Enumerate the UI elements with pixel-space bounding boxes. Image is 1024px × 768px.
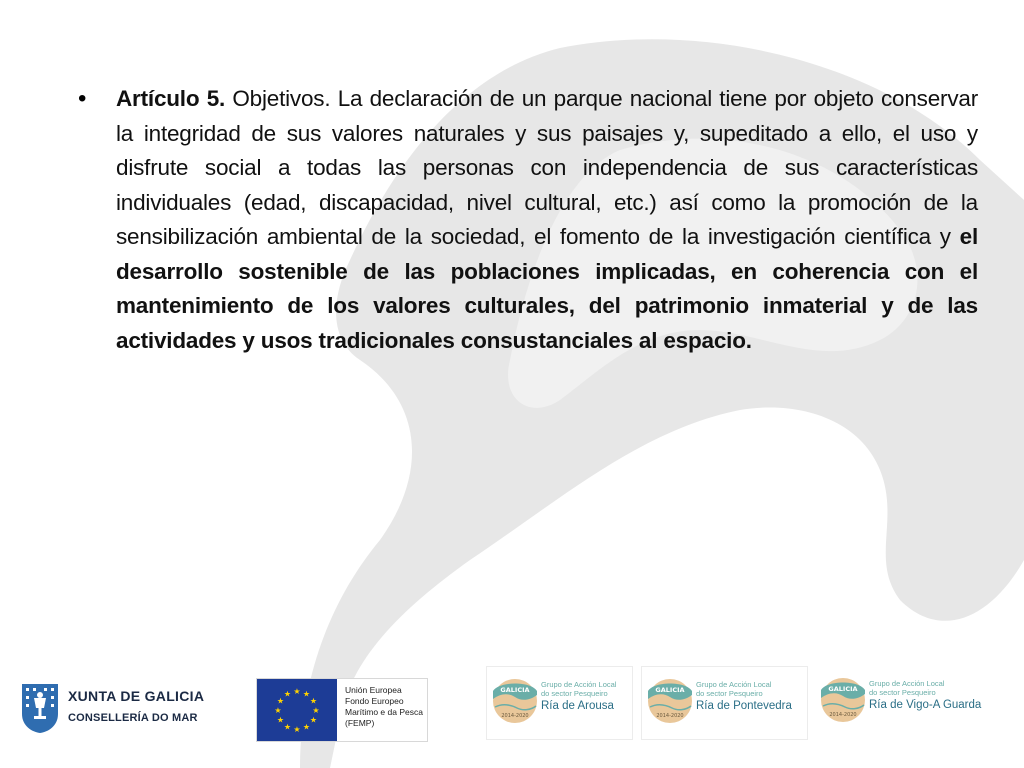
svg-text:★: ★ <box>293 725 301 734</box>
bullet-marker: • <box>78 85 87 112</box>
galicia-badge-text: GALICIA <box>828 685 858 693</box>
svg-text:★: ★ <box>276 696 285 706</box>
eu-line: Unión Europea <box>345 685 402 695</box>
galp-group-line: do sector Pesqueiro <box>696 688 763 698</box>
galicia-badge-icon <box>819 676 867 724</box>
svg-text:★: ★ <box>312 706 320 715</box>
xunta-subtitle: CONSELLERÍA DO MAR <box>68 712 198 724</box>
svg-text:★: ★ <box>302 689 311 699</box>
eu-text-block <box>345 685 423 729</box>
svg-text:★: ★ <box>293 687 301 696</box>
svg-text:★: ★ <box>309 715 318 725</box>
svg-text:★: ★ <box>302 722 311 732</box>
svg-text:★: ★ <box>276 715 285 725</box>
galicia-badge-years: 2014-2020 <box>829 712 857 718</box>
galp-group-line: Grupo de Acción Local <box>696 680 772 689</box>
galicia-badge-text: GALICIA <box>500 686 530 694</box>
galp-group-text <box>869 680 944 697</box>
galp-group-line: do sector Pesqueiro <box>869 687 936 697</box>
xunta-shield-icon <box>20 682 60 734</box>
eu-femp-logo <box>256 678 428 742</box>
galp-name: Ría de Vigo-A Guarda <box>869 699 982 711</box>
galicia-badge-text: GALICIA <box>655 686 685 694</box>
eu-line: Fondo Europeo <box>345 696 404 706</box>
galp-group-line: Grupo de Acción Local <box>869 679 945 688</box>
galicia-badge-years: 2014-2020 <box>501 713 529 719</box>
svg-text:★: ★ <box>283 689 292 699</box>
svg-text:★: ★ <box>283 722 292 732</box>
galp-group-line: Grupo de Acción Local <box>541 680 617 689</box>
bullet-item <box>78 82 978 358</box>
article-plain-text: Objetivos. La declaración de un parque nacional tiene por objeto conservar la integridad de sus valores naturales y sus paisajes y, supeditado a ello, el uso y disfrute social a todas las personas con independencia de sus características individuales (edad, discapacidad, nivel cultural, etc.) así como la promoción de la sensibilización ambiental de la sociedad, el fomento de la investigación científica y <box>116 86 978 249</box>
article-heading: Artículo 5. <box>116 86 226 111</box>
galp-arousa-logo <box>486 666 633 740</box>
galp-group-line: do sector Pesqueiro <box>541 688 608 698</box>
article-paragraph <box>116 82 978 358</box>
galp-pontevedra-logo <box>641 666 808 740</box>
footer-logos <box>0 660 1024 760</box>
article-bold-text: el desarrollo sostenible de las poblaciones implicadas, en coherencia con el mantenimiento de los valores culturales, del patrimonio inmaterial y de las actividades y usos tradicionales consustanciales al espacio. <box>116 224 978 353</box>
galp-name: Ría de Arousa <box>541 700 614 712</box>
slide-body <box>78 82 978 358</box>
galicia-badge-icon <box>491 677 539 725</box>
xunta-title: XUNTA DE GALICIA <box>68 688 205 704</box>
galp-group-text <box>541 681 616 698</box>
eu-line: Marítimo e da Pesca <box>345 707 423 717</box>
eu-line: (FEMP) <box>345 718 375 728</box>
galp-name: Ría de Pontevedra <box>696 700 792 712</box>
galicia-badge-years: 2014-2020 <box>656 713 684 719</box>
svg-text:★: ★ <box>274 706 282 715</box>
xunta-logo <box>20 682 230 738</box>
svg-text:★: ★ <box>309 696 318 706</box>
galicia-badge-icon <box>646 677 694 725</box>
galp-group-text <box>696 681 771 698</box>
galp-vigo-logo <box>815 666 980 738</box>
eu-flag-icon <box>257 679 337 741</box>
